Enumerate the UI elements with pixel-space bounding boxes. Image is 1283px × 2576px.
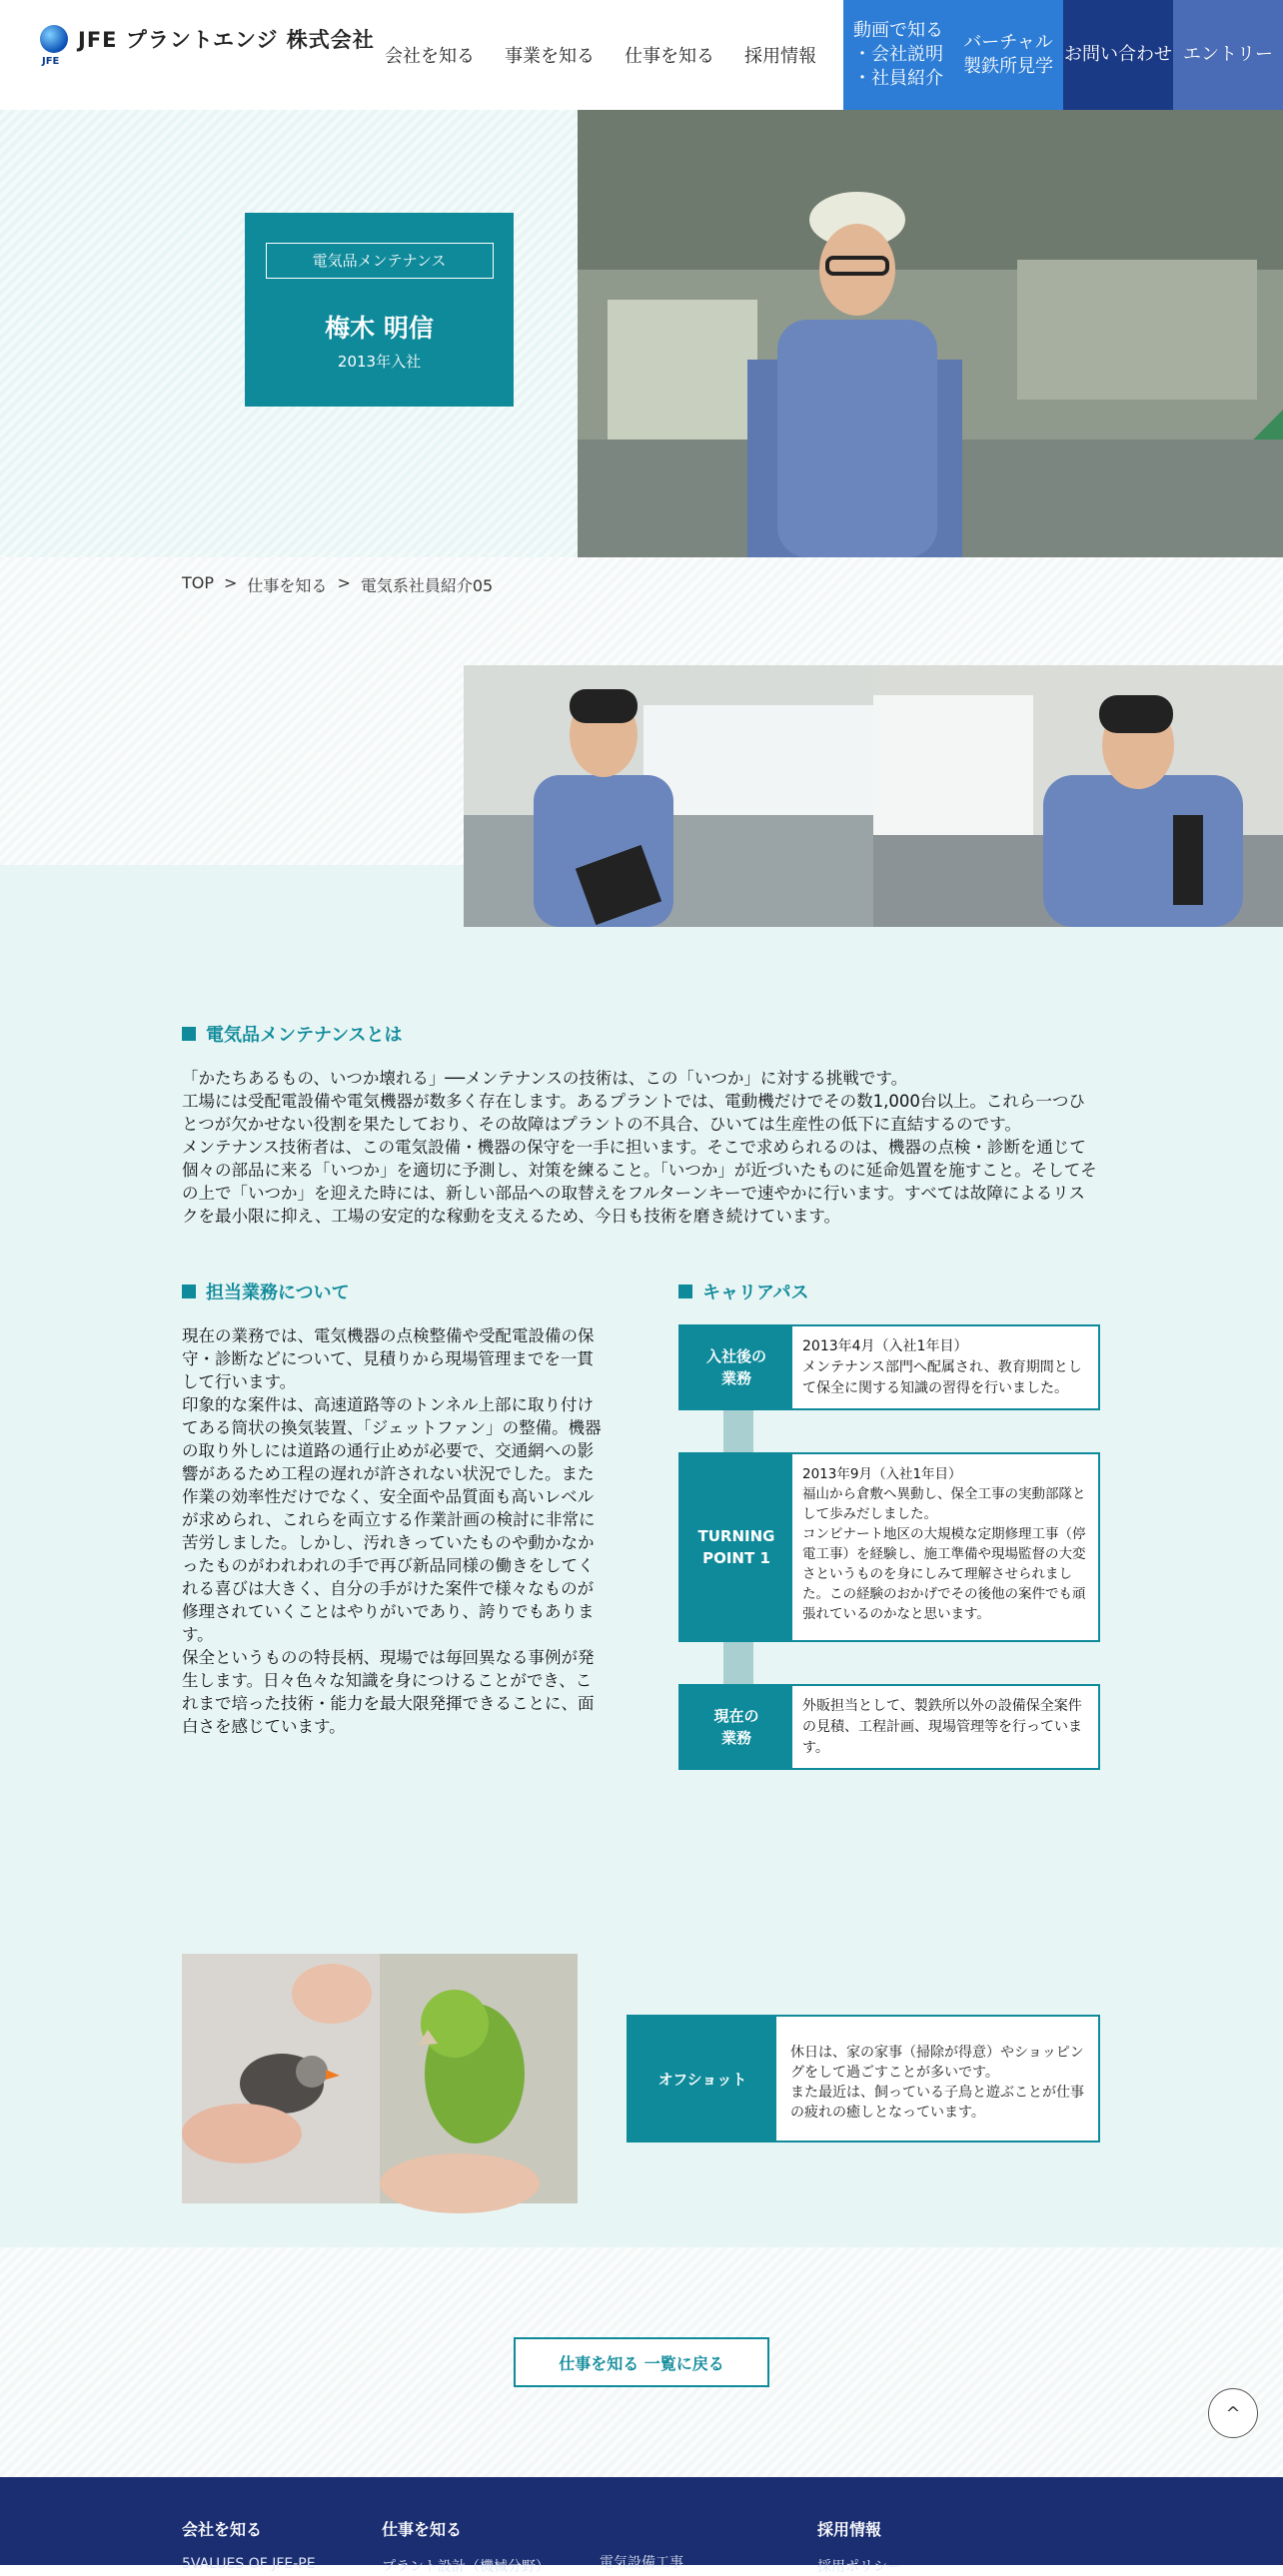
career-step (678, 1324, 1100, 1410)
contact-label: お問い合わせ (1064, 43, 1172, 65)
crumb-sep: > (224, 573, 238, 592)
duties-text: 現在の業務では、電気機器の点検整備や受配電設備の保守・診断などについて、見積りから現場管理までを一貫して行います。 印象的な案件は、高速道路等のトンネル上部に取り付けてある筒状の換気装置、「ジェットファン」の整備。機器の取り外しには道路の通行止めが必要で、交通網への影響があるため工程の遅れが許されない状況でした。また作業の効率性だけでなく、安全面や品質面も高いレベルが求められ、これらを両立する作業計画の検討に非常に苦労しました。しかし、汚れきっていたものや動かなかったものがわれわれの手で再び新品同様の働きをしてくれる喜びは大きく、自分の手がけた案件で様々なものが修理されていくことはやりがいであり、誇りでもあります。 保全というものの特長柄、現場では毎回異なる事例が発生します。日々色々な知識を身につけることができ、これまで培った技術・能力を最大限発揮できることに、面白さを感じています。 (182, 1326, 602, 1736)
pet-bird-photo-1 (182, 1954, 380, 2203)
main-nav (370, 0, 831, 110)
about-title (182, 1021, 403, 1047)
duties-title (182, 1279, 350, 1304)
footer-col (382, 2517, 550, 2576)
contact-button[interactable] (1063, 0, 1173, 110)
crumb-work[interactable]: 仕事を知る (247, 576, 328, 595)
footer-head-work[interactable]: 仕事を知る (382, 2520, 463, 2539)
footer-link[interactable]: 電気設備工事 (600, 2555, 683, 2571)
about-text: 「かたちあるもの、いつか壊れる」──メンテナンスの技術は、この「いつか」に対する挑戦です。 工場には受配電設備や電気機器が数多く存在します。あるプラントでは、電動機だけでその数1,000台以上。これら一つひとつが欠かせない役割を果たしており、その故障はプラントの不具合、ひいては生産性の低下に直結するのです。 メンテナンス技術者は、この電気設備・機器の保守を一手に担います。そこで求められるのは、機器の点検・診断を通じて個々の部品に来る「いつか」を適切に予測し、対策を練ること。「いつか」が近づいたものに延命処置を施すこと。そしてその上で「いつか」を迎えた時には、新しい部品への取替えをフルターンキーで速やかに行います。すべては故障によるリスクを最小限に抑え、工場の安定的な稼動を支えるため、今日も技術を磨き続けています。 (182, 1069, 1097, 1226)
footer-col (182, 2517, 316, 2572)
nav-business[interactable]: 事業を知る (505, 46, 595, 67)
logo-sub: JFE (42, 56, 60, 67)
career-connector (723, 1642, 753, 1684)
career-title-text: キャリアパス (702, 1283, 809, 1303)
pet-bird-photo-2 (380, 1954, 578, 2203)
offshot-label: オフショット (629, 2017, 776, 2141)
crumb-top[interactable]: TOP (182, 573, 215, 592)
office-photo-2 (873, 665, 1283, 927)
breadcrumb (182, 573, 493, 596)
footer-link[interactable]: 5VALUES OF JFE-PE (182, 2556, 316, 2572)
entry-label: エントリー (1183, 43, 1273, 65)
site-footer (0, 2477, 1283, 2575)
career-title (678, 1279, 809, 1304)
office-photo-1 (464, 665, 873, 927)
nav-recruit[interactable]: 採用情報 (744, 46, 816, 67)
career-step-label: TURNING POINT 1 (680, 1454, 792, 1640)
join-year: 2013年入社 (337, 353, 422, 371)
career-step (678, 1684, 1100, 1770)
about-title-text: 電気品メンテナンスとは (206, 1025, 403, 1046)
virtual-tour-label: バーチャル 製鉄所見学 (963, 31, 1053, 77)
career-step-label: 現在の 業務 (680, 1686, 792, 1768)
footer-head-recruit[interactable]: 採用情報 (817, 2520, 882, 2539)
nav-company[interactable]: 会社を知る (385, 46, 475, 67)
nav-work[interactable]: 仕事を知る (625, 46, 714, 67)
hero-photo (578, 110, 1283, 557)
footer-col (600, 2517, 683, 2572)
video-button[interactable] (843, 0, 953, 110)
career-step-text: 2013年9月（入社1年目） 福山から倉敷へ異動し、保全工事の実動部隊として歩みだしました。 コンビナート地区の大規模な定期修理工事（停電工事）を経験し、施工準備や現場監督の大変さというものを身にしみて理解させられました。この経験のおかげでその後他の案件でも頑張れているのかなと思います。 (802, 1466, 1086, 1622)
crumb-sep: > (337, 573, 351, 592)
logo[interactable] (40, 24, 375, 67)
hero-section (0, 110, 1283, 557)
back-to-list-button[interactable]: 仕事を知る 一覧に戻る (514, 2337, 769, 2387)
site-header (0, 0, 1283, 110)
career-step-text: 外販担当として、製鉄所以外の設備保全案件の見積、工程計画、現場管理等を行っています。 (802, 1698, 1082, 1756)
employee-name: 梅木 明信 (325, 314, 434, 343)
duties-title-text: 担当業務について (206, 1283, 350, 1303)
chevron-up-icon: ^ (1225, 2402, 1241, 2424)
footer-link[interactable]: プラント設計（機械分野） (382, 2559, 550, 2575)
career-step-label: 入社後の 業務 (680, 1326, 792, 1408)
offshot-card (627, 2015, 1100, 2143)
crumb-current: 電気系社員紹介05 (360, 576, 494, 595)
offshot-photos (182, 1954, 578, 2203)
photo-row (464, 665, 1283, 927)
footer-link[interactable]: 採用ポリシー (817, 2559, 901, 2575)
jfe-logo-icon (40, 25, 68, 53)
offshot-text: 休日は、家の家事（掃除が得意）やショッピングをして過ごすことが多いです。 また最近は、飼っている子鳥と遊ぶことが仕事の疲れの癒しとなっています。 (790, 2045, 1084, 2121)
page-top-button[interactable] (1208, 2388, 1258, 2438)
footer-head-company[interactable]: 会社を知る (182, 2520, 263, 2539)
entry-button[interactable] (1173, 0, 1283, 110)
career-step-text: 2013年4月（入社1年目） メンテナンス部門へ配属され、教育期間として保全に関する知識の習得を行いました。 (802, 1338, 1082, 1396)
footer-head-empty (600, 2517, 683, 2536)
company-name: JFE プラントエンジ 株式会社 (78, 28, 375, 52)
video-button-label: 動画で知る ・会社説明 ・社員紹介 (853, 19, 943, 90)
job-category-tag: 電気品メンテナンス (266, 243, 494, 279)
career-step (678, 1452, 1100, 1642)
footer-col (817, 2517, 901, 2576)
career-connector (723, 1410, 753, 1452)
profile-card (245, 213, 514, 407)
virtual-tour-button[interactable] (953, 0, 1063, 110)
